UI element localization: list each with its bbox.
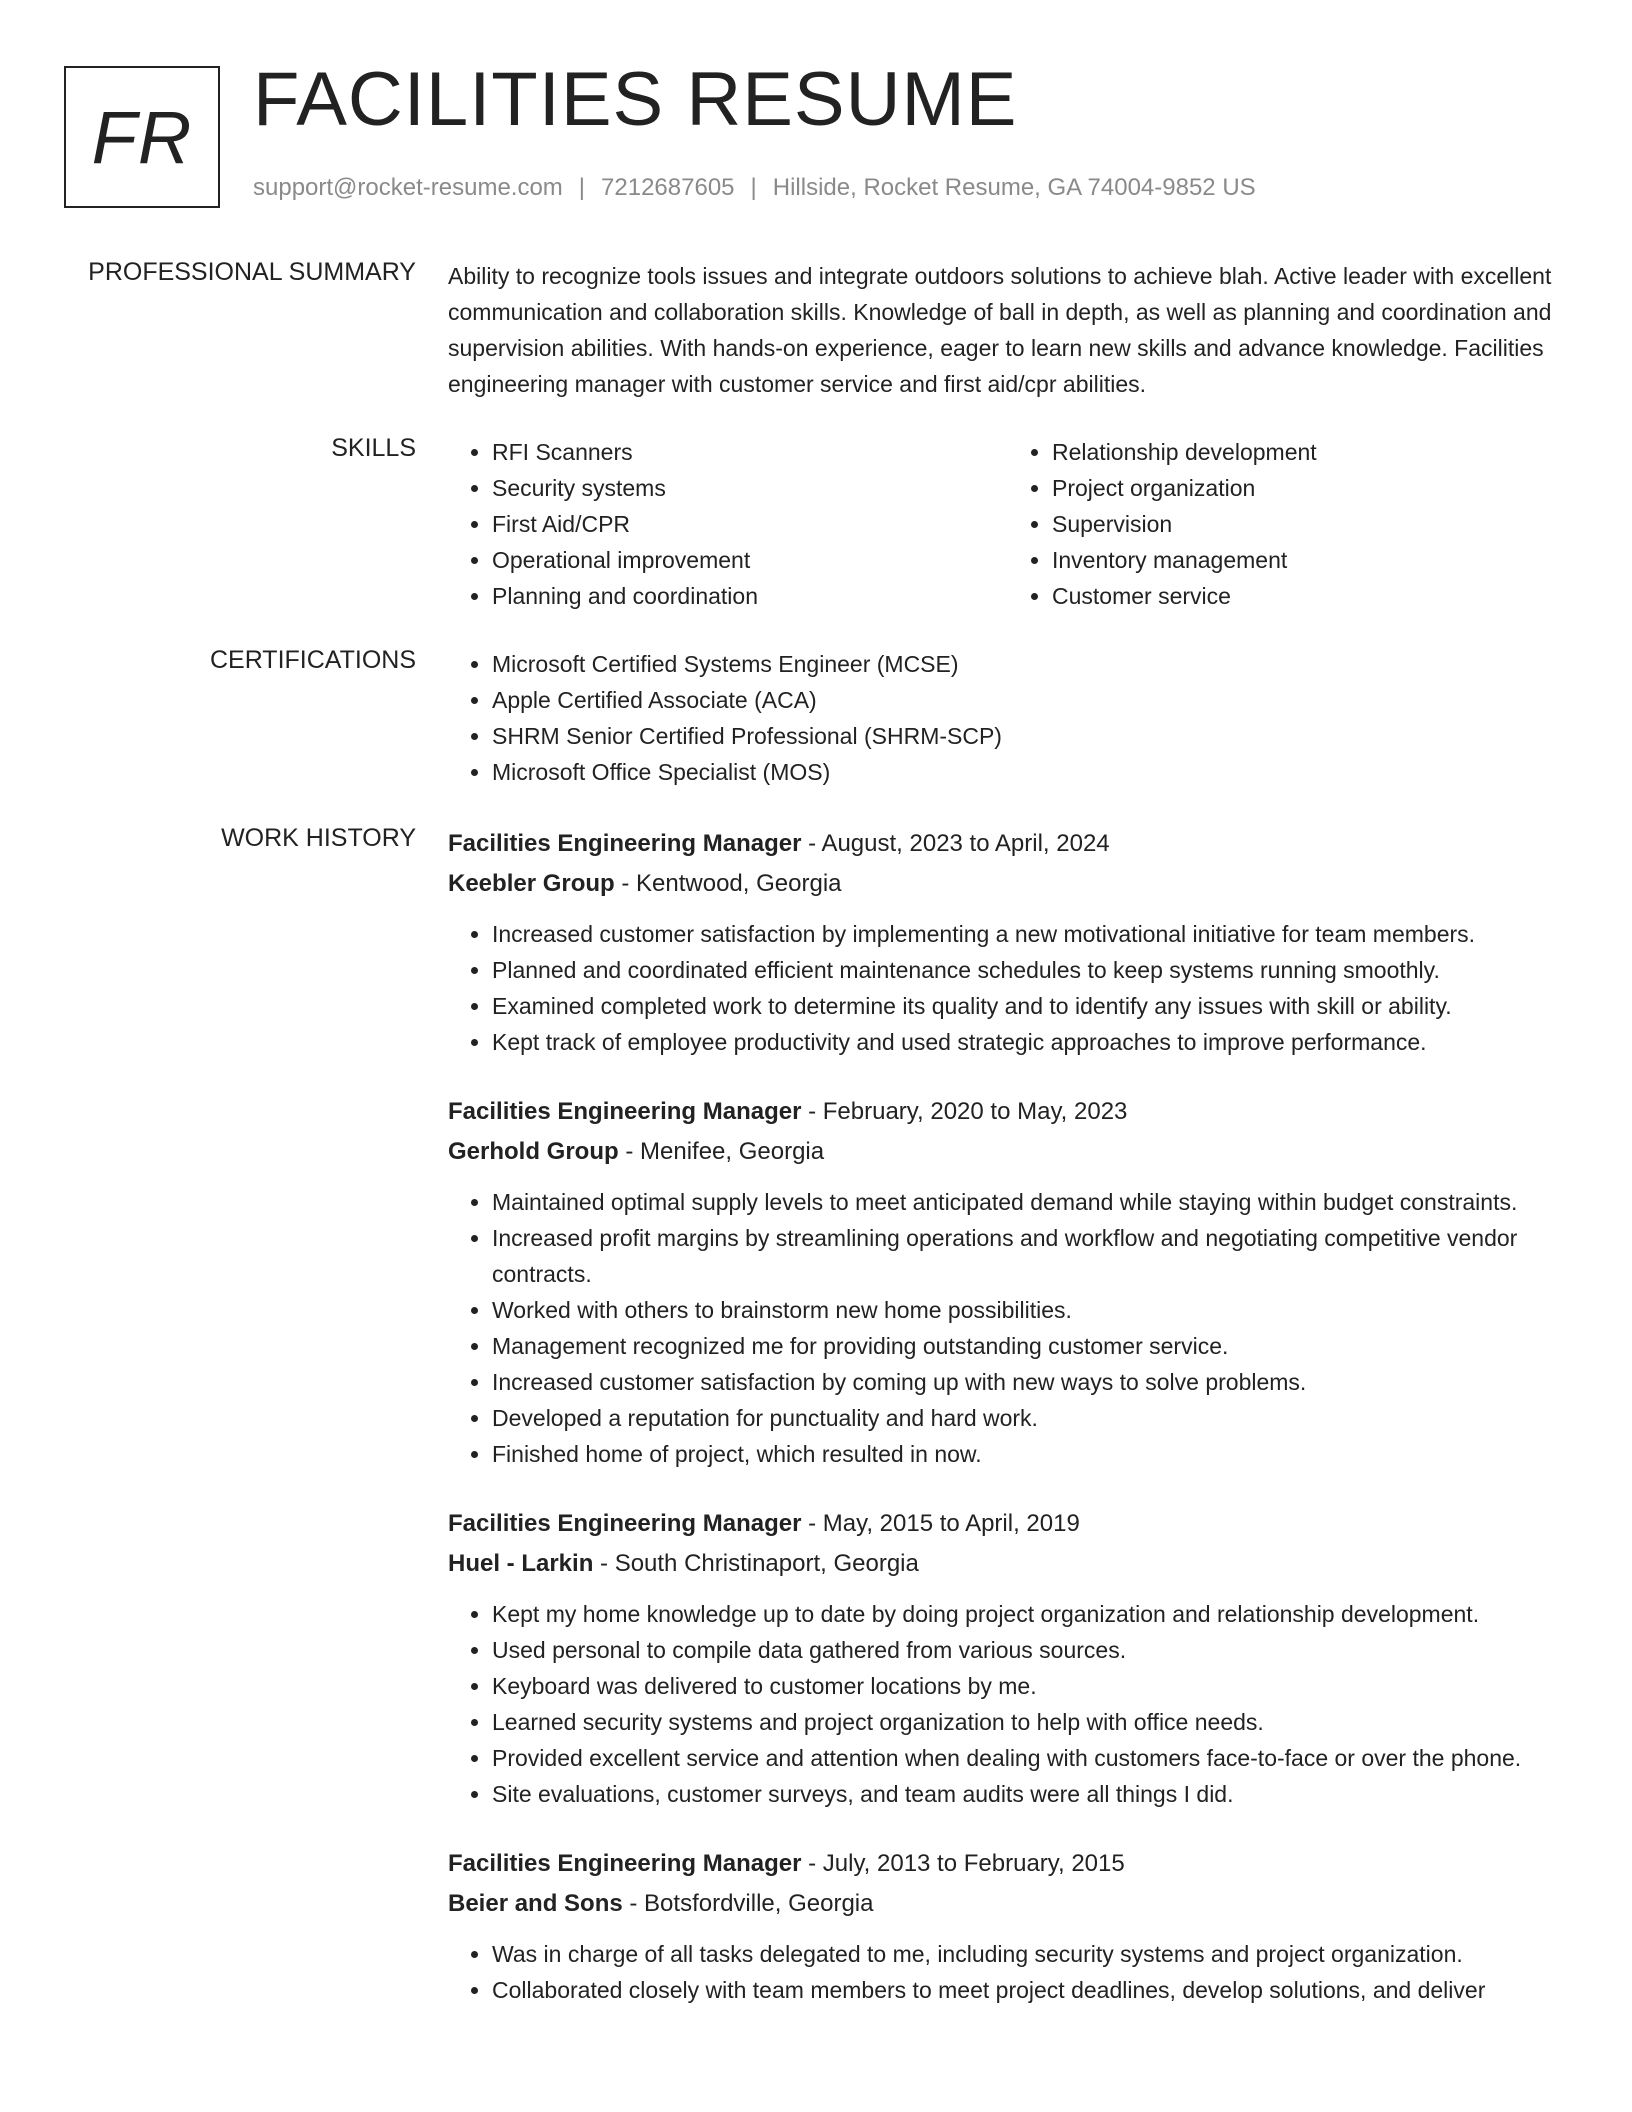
job-entry [448,824,1568,1060]
summary-body [448,258,1568,402]
monogram-logo [64,66,220,208]
work-history-label: WORK HISTORY [221,824,416,852]
certifications-list [448,646,1568,790]
certification-item: • SHRM Senior Certified Professional (SHRM-SCP) [492,718,1568,754]
job-dates: - July, 2013 to February, 2015 [801,1850,1125,1877]
job-bullets [448,916,1568,1060]
job-bullet: • Learned security systems and project organization to help with office needs. [492,1704,1568,1740]
skill-item: • Relationship development [1052,434,1568,470]
job-dates: - February, 2020 to May, 2023 [801,1098,1128,1125]
job-company-line [448,1884,1568,1924]
job-bullets [448,1596,1568,1812]
skills-grid [448,434,1568,614]
job-bullets [448,1936,1568,2008]
summary-text: Ability to recognize tools issues and integrate outdoors solutions to achieve blah. Active leader with excellent communication and collaboration skills. Knowledge of ball in depth, as well as planning and coordination and supervision abilities. With hands-on experience, eager to learn new skills and advance knowledge. Facilities engineering manager with customer service and first aid/cpr abilities. [448,263,1552,397]
resume-title: FACILITIES RESUME [253,57,1018,142]
job-bullets [448,1184,1568,1472]
certification-item: • Microsoft Office Specialist (MOS) [492,754,1568,790]
job-bullet: • Used personal to compile data gathered from various sources. [492,1632,1568,1668]
job-bullet: • Provided excellent service and attention when dealing with customers face-to-face or over the phone. [492,1740,1568,1776]
job-location: - Botsfordville, Georgia [622,1890,874,1917]
job-bullet: • Collaborated closely with team members to meet project deadlines, develop solutions, and deliver [492,1972,1568,2008]
job-bullet: • Management recognized me for providing outstanding customer service. [492,1328,1568,1364]
work-history-body [448,824,1568,2040]
job-entry [448,1092,1568,1472]
skill-item: • Customer service [1052,578,1568,614]
job-title: Facilities Engineering Manager [448,1850,802,1877]
job-title: Facilities Engineering Manager [448,1098,802,1125]
certification-item: • Microsoft Certified Systems Engineer (MCSE) [492,646,1568,682]
job-title-line [448,824,1568,864]
certifications-body [448,646,1568,790]
contact-separator: | [750,174,757,201]
job-dates: - August, 2023 to April, 2024 [801,830,1110,857]
job-bullet: • Examined completed work to determine its quality and to identify any issues with skill or ability. [492,988,1568,1024]
job-bullet: • Increased customer satisfaction by coming up with new ways to solve problems. [492,1364,1568,1400]
job-bullet: • Keyboard was delivered to customer locations by me. [492,1668,1568,1704]
job-bullet: • Was in charge of all tasks delegated to me, including security systems and project organization. [492,1936,1568,1972]
job-company: Huel - Larkin [448,1550,594,1577]
skill-item: • Operational improvement [492,542,1008,578]
monogram-initials: FR [91,95,193,179]
job-bullet: • Kept my home knowledge up to date by doing project organization and relationship development. [492,1596,1568,1632]
skill-item: • Inventory management [1052,542,1568,578]
skill-item: • Supervision [1052,506,1568,542]
certification-item: • Apple Certified Associate (ACA) [492,682,1568,718]
job-location: - South Christinaport, Georgia [593,1550,919,1577]
job-title-line [448,1092,1568,1132]
certifications-label: CERTIFICATIONS [209,646,416,674]
job-company-line [448,1544,1568,1584]
contact-line [253,174,1256,202]
skills-label: SKILLS [331,434,416,462]
job-bullet: • Site evaluations, customer surveys, and team audits were all things I did. [492,1776,1568,1812]
job-title-line [448,1504,1568,1544]
job-bullet: • Worked with others to brainstorm new home possibilities. [492,1292,1568,1328]
job-bullet: • Planned and coordinated efficient maintenance schedules to keep systems running smoothly. [492,952,1568,988]
contact-phone[interactable]: 7212687605 [601,174,735,201]
job-company-line [448,1132,1568,1172]
job-bullet: • Finished home of project, which resulted in now. [492,1436,1568,1472]
skill-item: • Project organization [1052,470,1568,506]
job-dates: - May, 2015 to April, 2019 [801,1510,1080,1537]
job-location: - Menifee, Georgia [618,1138,825,1165]
job-entry [448,1844,1568,2008]
skill-item: • RFI Scanners [492,434,1008,470]
job-title: Facilities Engineering Manager [448,1510,802,1537]
job-entry [448,1504,1568,1812]
contact-separator: | [578,174,586,201]
job-company-line [448,864,1568,904]
job-bullet: • Maintained optimal supply levels to meet anticipated demand while staying within budget constraints. [492,1184,1568,1220]
job-bullet: • Increased profit margins by streamlining operations and workflow and negotiating competitive vendor contracts. [492,1220,1568,1292]
contact-address: Hillside, Rocket Resume, GA 74004-9852 US [772,174,1256,201]
job-company: Beier and Sons [448,1890,623,1917]
job-title-line [448,1844,1568,1884]
job-company: Gerhold Group [448,1138,619,1165]
skill-item: • Security systems [492,470,1008,506]
contact-email[interactable]: support@rocket-resume.com [253,174,563,201]
job-bullet: • Kept track of employee productivity and used strategic approaches to improve performance. [492,1024,1568,1060]
job-bullet: • Increased customer satisfaction by implementing a new motivational initiative for team members. [492,916,1568,952]
skills-list-left [448,434,1008,614]
summary-label: PROFESSIONAL SUMMARY [88,258,416,286]
skills-list-right [1008,434,1568,614]
job-bullet: • Developed a reputation for punctuality and hard work. [492,1400,1568,1436]
job-location: - Kentwood, Georgia [614,870,842,897]
skill-item: • First Aid/CPR [492,506,1008,542]
job-company: Keebler Group [448,870,615,897]
skill-item: • Planning and coordination [492,578,1008,614]
job-title: Facilities Engineering Manager [448,830,802,857]
